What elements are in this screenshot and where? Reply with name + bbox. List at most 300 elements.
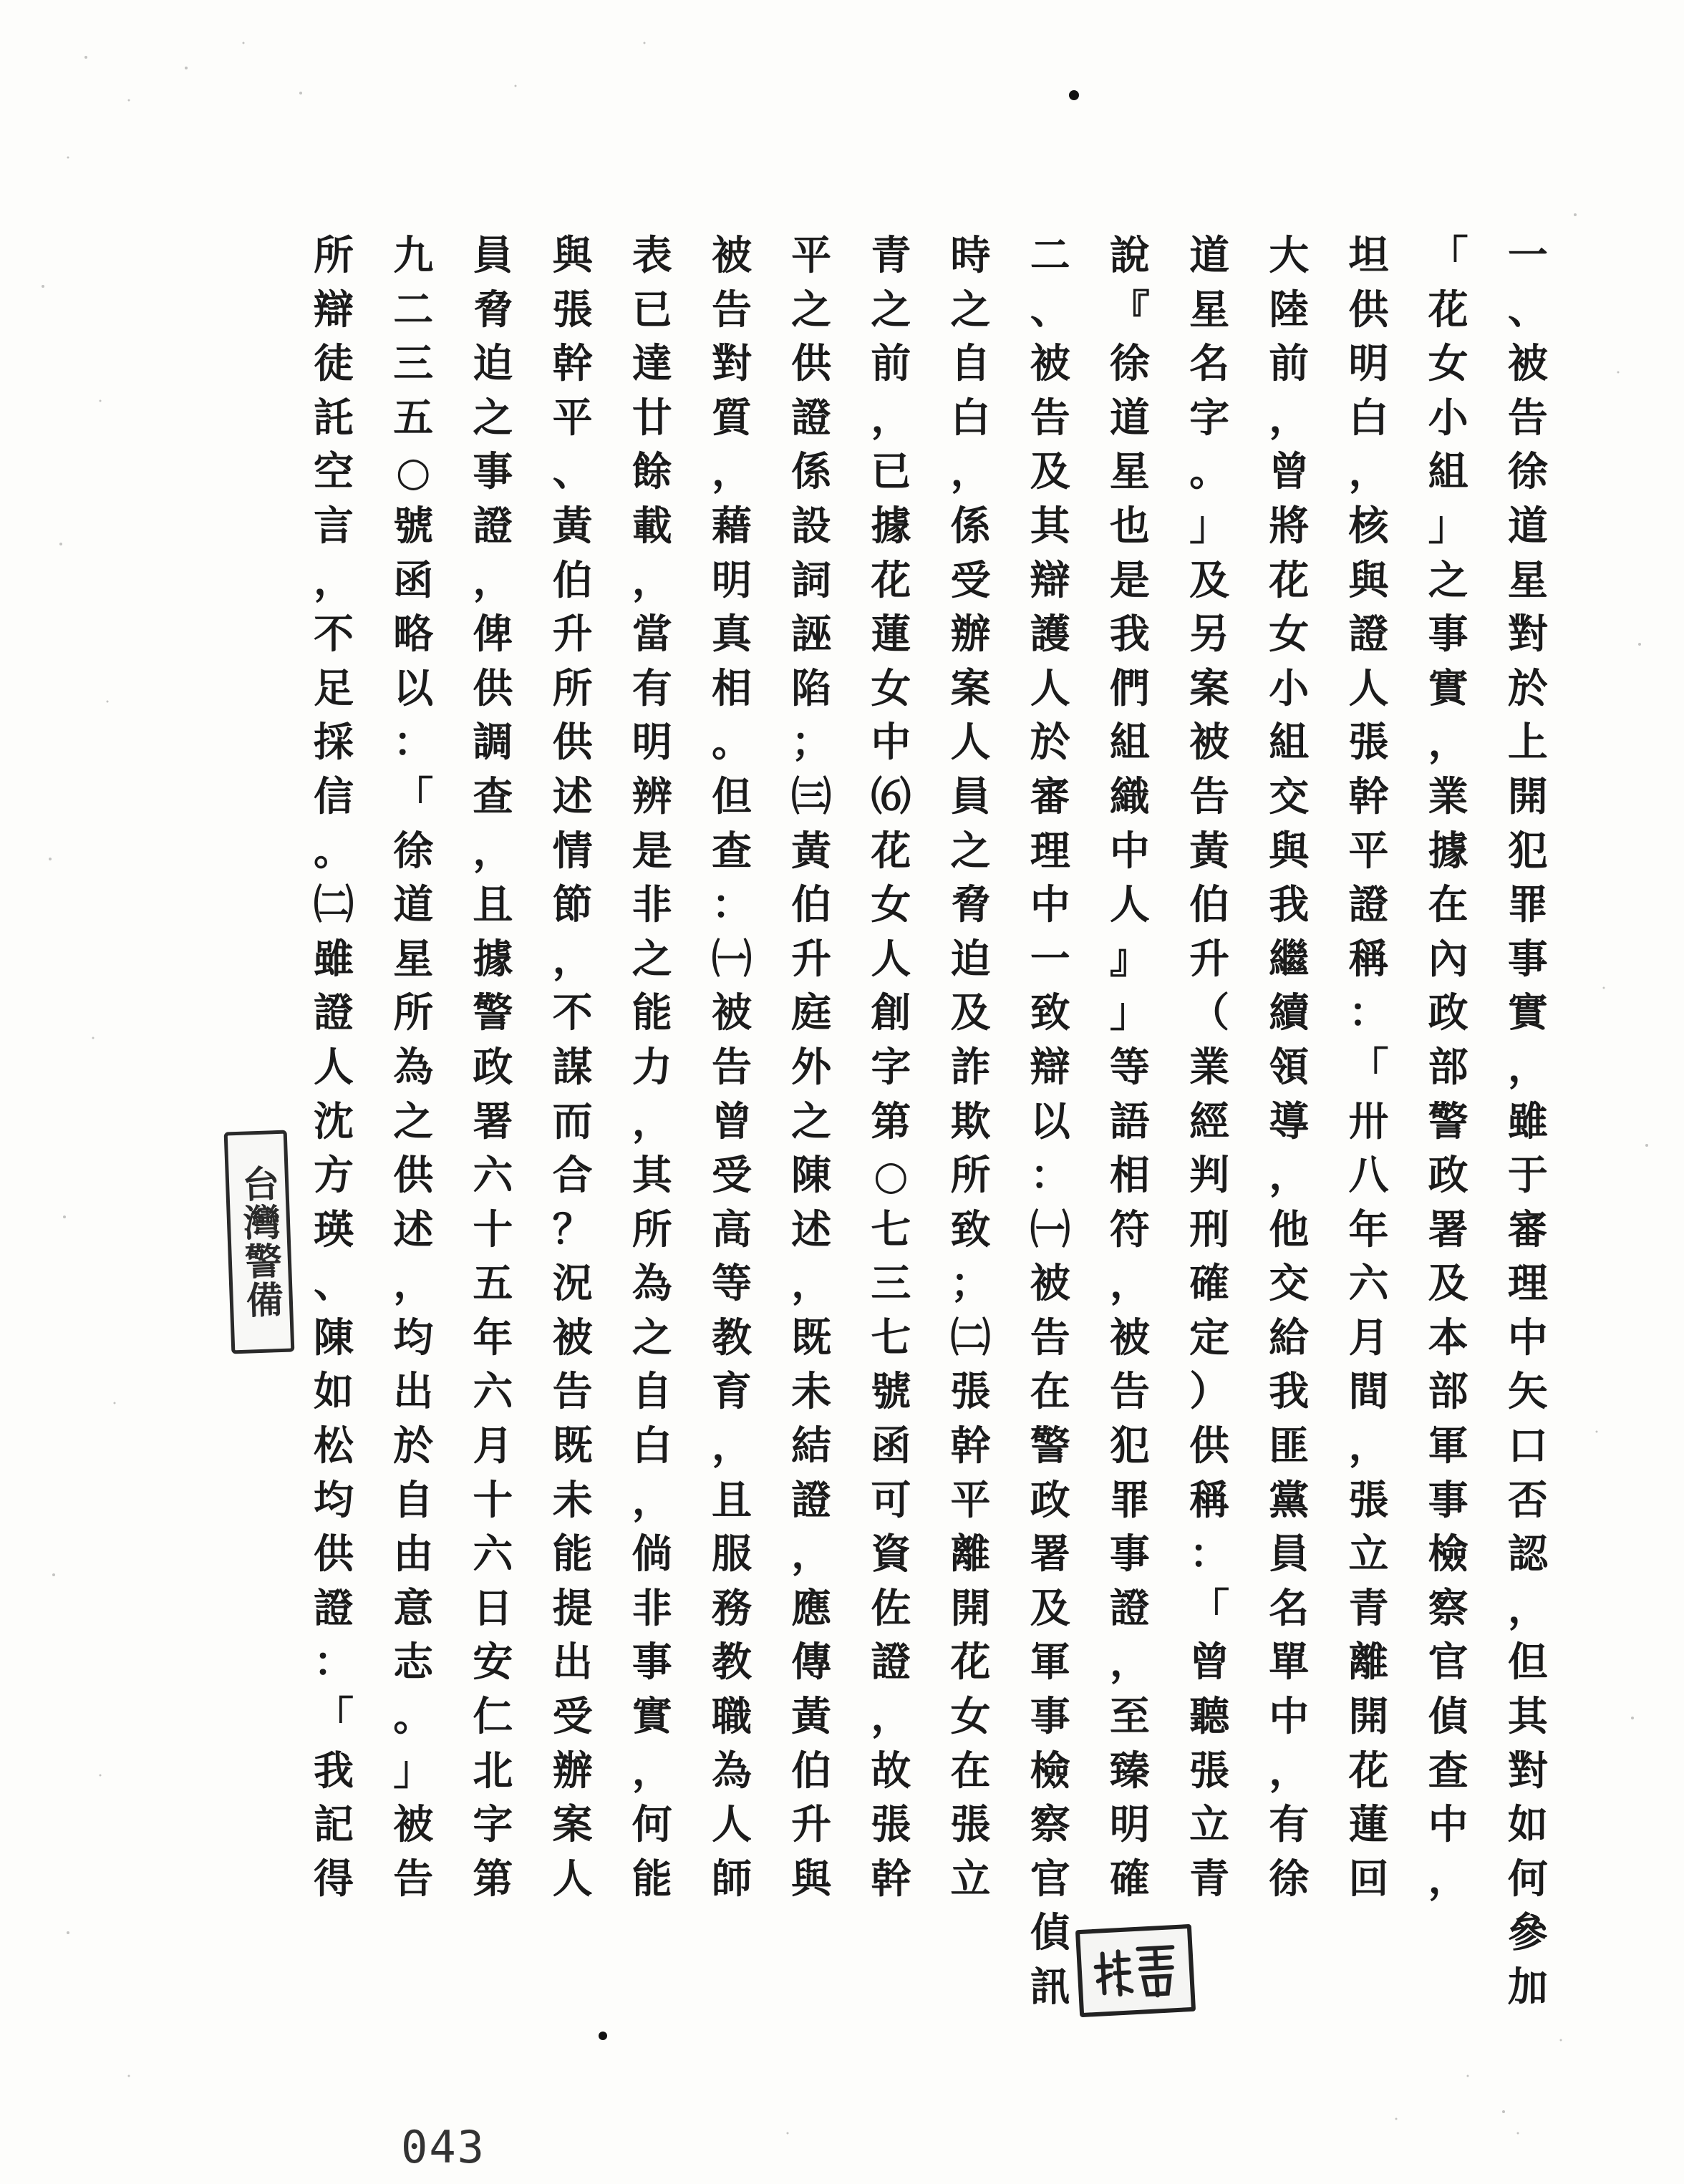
text-char: 卅 — [1348, 1097, 1389, 1145]
text-char: 之 — [871, 286, 911, 334]
text-char: 足 — [314, 664, 354, 712]
text-char: ， — [871, 1693, 911, 1741]
text-column — [380, 229, 446, 1961]
text-char: 張 — [950, 1368, 991, 1416]
text-char: ， — [632, 1747, 672, 1795]
text-char: 。 — [314, 827, 354, 875]
text-char: 黃 — [791, 827, 832, 875]
text-char: 十 — [473, 1205, 513, 1253]
text-char: 供 — [552, 719, 593, 767]
text-char: 女 — [1269, 611, 1310, 659]
vertical-text-body — [301, 229, 1561, 2011]
text-char: 辯 — [1030, 556, 1070, 604]
text-char: 及 — [1030, 448, 1070, 496]
text-char: 至 — [1109, 1693, 1150, 1741]
text-column — [1495, 229, 1561, 2011]
text-char: 庭 — [791, 989, 832, 1037]
text-char: 欺 — [950, 1097, 991, 1145]
text-char: 單 — [1269, 1639, 1310, 1686]
text-char: 採 — [314, 719, 354, 767]
text-char: ㈡ — [950, 1314, 991, 1362]
text-char: 加 — [1507, 1964, 1548, 2011]
text-char: 花 — [871, 556, 911, 604]
text-char: 一 — [1030, 935, 1070, 983]
text-char: 如 — [1507, 1801, 1548, 1849]
text-char: 之 — [632, 1314, 672, 1362]
text-char: 名 — [1269, 1584, 1310, 1632]
text-char: 及 — [950, 989, 991, 1037]
text-column — [540, 229, 606, 1961]
text-char: 證 — [314, 1584, 354, 1632]
text-char: 「 — [1428, 232, 1468, 279]
text-char: 合 — [552, 1152, 593, 1200]
text-char: 組 — [1269, 719, 1310, 767]
text-char: 第 — [871, 1097, 911, 1145]
text-char: 以 — [1030, 1097, 1070, 1145]
text-char: 告 — [552, 1368, 593, 1416]
text-char: 檢 — [1030, 1747, 1070, 1795]
text-char: 言 — [314, 502, 354, 550]
text-char: 有 — [632, 664, 672, 712]
text-char: 部 — [1428, 1368, 1468, 1416]
text-char: ， — [473, 556, 513, 604]
text-char: 稱 — [1189, 1476, 1230, 1524]
text-char: 供 — [1348, 286, 1389, 334]
text-char: 字 — [871, 1043, 911, 1091]
text-char: ， — [1269, 394, 1310, 442]
text-char: 女 — [1428, 340, 1468, 388]
text-char: 人 — [314, 1043, 354, 1091]
text-char: 織 — [1109, 772, 1150, 820]
text-char: 非 — [632, 1584, 672, 1632]
text-char: 實 — [1428, 664, 1468, 712]
text-char: 況 — [552, 1260, 593, 1308]
text-char: 偵 — [1428, 1693, 1468, 1741]
text-char: 護 — [1030, 611, 1070, 659]
text-char: ： — [1189, 1530, 1230, 1578]
text-char: 陳 — [791, 1152, 832, 1200]
text-char: 青 — [1348, 1584, 1389, 1632]
text-char: 察 — [1428, 1584, 1468, 1632]
text-char: 外 — [791, 1043, 832, 1091]
text-char: 告 — [1189, 772, 1230, 820]
text-char: 『 — [1109, 286, 1150, 334]
text-char: 道 — [1189, 232, 1230, 279]
text-char: 證 — [473, 502, 513, 550]
text-char: 但 — [711, 772, 752, 820]
text-char: 本 — [1428, 1314, 1468, 1362]
text-char: 脅 — [473, 286, 513, 334]
text-char: 員 — [473, 232, 513, 279]
text-char: 脅 — [950, 881, 991, 929]
text-char: 之 — [393, 1097, 434, 1145]
text-char: 陸 — [1269, 286, 1310, 334]
text-column — [619, 229, 685, 1961]
text-char: 已 — [871, 448, 911, 496]
text-char: 平 — [950, 1476, 991, 1524]
text-char: 星 — [393, 935, 434, 983]
text-char: 能 — [632, 989, 672, 1037]
text-char: 詞 — [791, 556, 832, 604]
text-char: 花 — [1428, 286, 1468, 334]
text-char: 、 — [1507, 286, 1548, 334]
text-char: 等 — [711, 1260, 752, 1308]
text-char: 名 — [1189, 340, 1230, 388]
text-char: 調 — [473, 719, 513, 767]
seal-mark-image — [1088, 1936, 1184, 2006]
text-char: 被 — [1030, 340, 1070, 388]
text-char: 之 — [1428, 556, 1468, 604]
text-char: 佐 — [871, 1584, 911, 1632]
text-char: 所 — [314, 232, 354, 279]
text-char: 且 — [473, 881, 513, 929]
text-char: ： — [1030, 1152, 1070, 1200]
text-char: 函 — [871, 1422, 911, 1470]
text-char: 我 — [1269, 881, 1310, 929]
text-char: 我 — [314, 1747, 354, 1795]
text-char: 之 — [950, 286, 991, 334]
text-char: ， — [393, 1260, 434, 1308]
text-char: 事 — [1428, 611, 1468, 659]
text-char: 第 — [473, 1855, 513, 1903]
text-char: 升 — [791, 1801, 832, 1849]
text-char: 被 — [1189, 719, 1230, 767]
text-char: 升 — [791, 935, 832, 983]
text-char: 理 — [1507, 1260, 1548, 1308]
text-char: 平 — [791, 232, 832, 279]
text-char: 得 — [314, 1855, 354, 1903]
text-char: 中 — [1507, 1314, 1548, 1362]
text-char: 當 — [632, 611, 672, 659]
text-column — [1176, 229, 1242, 1961]
text-char: 警 — [473, 989, 513, 1037]
text-char: 案 — [950, 664, 991, 712]
text-char: 檢 — [1428, 1530, 1468, 1578]
text-char: ， — [1428, 719, 1468, 767]
text-char: 告 — [1507, 394, 1548, 442]
text-char: 真 — [711, 611, 752, 659]
text-char: 他 — [1269, 1205, 1310, 1253]
text-column — [699, 229, 765, 1961]
text-char: ； — [950, 1260, 991, 1308]
text-char: 經 — [1189, 1097, 1230, 1145]
text-char: 」 — [393, 1747, 434, 1795]
text-char: 三 — [871, 1260, 911, 1308]
text-char: ○ — [395, 448, 431, 496]
text-char: 道 — [1109, 394, 1150, 442]
text-char: 、 — [552, 448, 593, 496]
text-char: 實 — [632, 1693, 672, 1741]
text-char: 與 — [1269, 827, 1310, 875]
text-char: 事 — [1030, 1693, 1070, 1741]
text-char: 供 — [473, 664, 513, 712]
text-char: 育 — [711, 1368, 752, 1416]
text-char: 對 — [1507, 611, 1548, 659]
text-char: 證 — [1109, 1584, 1150, 1632]
text-char: 創 — [871, 989, 911, 1037]
text-char: 證 — [871, 1639, 911, 1686]
text-char: 不 — [552, 989, 593, 1037]
text-char: 白 — [950, 394, 991, 442]
text-char: 「 — [1189, 1584, 1230, 1632]
text-char: 偵 — [1030, 1909, 1070, 1957]
text-char: 七 — [871, 1314, 911, 1362]
text-char: 教 — [711, 1314, 752, 1362]
text-char: 說 — [1109, 232, 1150, 279]
text-char: 五 — [393, 394, 434, 442]
text-char: 教 — [711, 1639, 752, 1686]
text-char: （ — [1189, 989, 1230, 1037]
text-char: ： — [1348, 989, 1389, 1037]
text-char: ， — [552, 935, 593, 983]
text-char: 伯 — [552, 556, 593, 604]
text-char: 與 — [1348, 556, 1389, 604]
text-char: 所 — [552, 664, 593, 712]
text-char: 月 — [473, 1422, 513, 1470]
text-char: 載 — [632, 502, 672, 550]
text-char: 被 — [1030, 1260, 1070, 1308]
text-char: 何 — [632, 1801, 672, 1849]
text-char: 理 — [1030, 827, 1070, 875]
text-char: 自 — [632, 1368, 672, 1416]
text-char: 餘 — [632, 448, 672, 496]
text-char: 導 — [1269, 1097, 1310, 1145]
text-char: 』 — [1109, 935, 1150, 983]
text-char: 張 — [1348, 719, 1389, 767]
text-char: 非 — [632, 881, 672, 929]
text-char: 出 — [552, 1639, 593, 1686]
text-char: 小 — [1269, 664, 1310, 712]
text-char: 道 — [393, 881, 434, 929]
text-char: 曾 — [1189, 1639, 1230, 1686]
text-char: 沈 — [314, 1097, 354, 1145]
text-column — [858, 229, 924, 1961]
text-char: 高 — [711, 1205, 752, 1253]
text-char: 應 — [791, 1584, 832, 1632]
text-char: 稱 — [1348, 935, 1389, 983]
text-char: ？ — [552, 1205, 593, 1253]
text-char: 空 — [314, 448, 354, 496]
text-char: ： — [711, 881, 752, 929]
text-char: 于 — [1507, 1152, 1548, 1200]
text-char: ： — [314, 1639, 354, 1686]
text-char: 事 — [1428, 1476, 1468, 1524]
text-char: 官 — [1428, 1639, 1468, 1686]
text-char: 認 — [1507, 1530, 1548, 1578]
text-char: 自 — [393, 1476, 434, 1524]
text-char: 字 — [1189, 394, 1230, 442]
text-char: 中 — [1030, 881, 1070, 929]
text-char: 誣 — [791, 611, 832, 659]
text-char: 辨 — [632, 772, 672, 820]
text-char: 號 — [871, 1368, 911, 1416]
text-char: 徒 — [314, 340, 354, 388]
text-char: 」 — [1109, 989, 1150, 1037]
text-char: 職 — [711, 1693, 752, 1741]
text-char: 徐 — [1109, 340, 1150, 388]
text-char: 女 — [871, 881, 911, 929]
text-char: ： — [393, 719, 434, 767]
text-char: 也 — [1109, 502, 1150, 550]
text-char: 何 — [1507, 1855, 1548, 1903]
text-char: 部 — [1428, 1043, 1468, 1091]
text-char: 花 — [950, 1639, 991, 1686]
text-char: 等 — [1109, 1043, 1150, 1091]
text-char: 所 — [393, 989, 434, 1037]
text-char: 離 — [950, 1530, 991, 1578]
text-char: ， — [871, 394, 911, 442]
text-char: 警 — [1030, 1422, 1070, 1470]
text-char: 幹 — [950, 1422, 991, 1470]
text-char: 幹 — [871, 1855, 911, 1903]
text-char: ○ — [873, 1152, 909, 1200]
text-char: 星 — [1507, 556, 1548, 604]
text-char: 二 — [393, 286, 434, 334]
text-char: 告 — [1030, 394, 1070, 442]
text-char: 明 — [1348, 340, 1389, 388]
text-char: 託 — [314, 394, 354, 442]
text-char: ㈢ — [791, 772, 832, 820]
text-char: 」 — [1428, 502, 1468, 550]
text-char: 案 — [1189, 664, 1230, 712]
text-char: 以 — [393, 664, 434, 712]
text-char: 月 — [1348, 1314, 1389, 1362]
text-char: 事 — [1507, 935, 1548, 983]
text-char: 人 — [711, 1801, 752, 1849]
text-char: 業 — [1428, 772, 1468, 820]
text-char: 組 — [1109, 719, 1150, 767]
text-char: 三 — [393, 340, 434, 388]
text-char: 人 — [1030, 664, 1070, 712]
text-char: 雖 — [314, 935, 354, 983]
text-column — [1416, 229, 1481, 1961]
text-char: 十 — [473, 1476, 513, 1524]
text-char: 青 — [871, 232, 911, 279]
text-char: 我 — [1109, 611, 1150, 659]
text-char: 署 — [473, 1097, 513, 1145]
text-char: 松 — [314, 1422, 354, 1470]
text-char: 陳 — [314, 1314, 354, 1362]
text-char: 張 — [1348, 1476, 1389, 1524]
text-char: 徐 — [393, 827, 434, 875]
text-char: 藉 — [711, 502, 752, 550]
text-char: 供 — [393, 1152, 434, 1200]
text-char: 張 — [871, 1801, 911, 1849]
text-char: 另 — [1189, 611, 1230, 659]
text-char: 廿 — [632, 394, 672, 442]
text-char: 被 — [711, 232, 752, 279]
text-char: 我 — [1269, 1368, 1310, 1416]
text-char: ； — [791, 719, 832, 767]
text-char: ， — [791, 1530, 832, 1578]
text-char: 被 — [1109, 1314, 1150, 1362]
text-char: 政 — [1030, 1476, 1070, 1524]
text-char: 徐 — [1269, 1855, 1310, 1903]
text-char: 判 — [1189, 1152, 1230, 1200]
seal-stamp — [1075, 1924, 1196, 2017]
text-char: 係 — [950, 502, 991, 550]
text-char: 據 — [473, 935, 513, 983]
text-char: 被 — [1507, 340, 1548, 388]
text-char: 青 — [1189, 1855, 1230, 1903]
text-char: 開 — [1348, 1693, 1389, 1741]
text-char: 黨 — [1269, 1476, 1310, 1524]
text-column — [778, 229, 844, 1961]
text-char: 與 — [552, 232, 593, 279]
text-char: 犯 — [1507, 827, 1548, 875]
text-char: 伯 — [791, 881, 832, 929]
text-char: 事 — [1109, 1530, 1150, 1578]
text-char: 被 — [393, 1801, 434, 1849]
text-char: 六 — [473, 1368, 513, 1416]
text-char: 花 — [1348, 1747, 1389, 1795]
text-column — [938, 229, 1004, 1961]
text-char: 黃 — [791, 1693, 832, 1741]
text-char: 罪 — [1109, 1476, 1150, 1524]
text-char: 由 — [393, 1530, 434, 1578]
text-char: 前 — [1269, 340, 1310, 388]
text-char: ， — [1269, 1747, 1310, 1795]
text-char: 之 — [791, 286, 832, 334]
text-char: ， — [1428, 1855, 1468, 1903]
text-char: 曾 — [1269, 448, 1310, 496]
text-char: 辯 — [314, 286, 354, 334]
text-char: 詐 — [950, 1043, 991, 1091]
text-char: 有 — [1269, 1801, 1310, 1849]
text-char: ， — [791, 1260, 832, 1308]
text-char: 號 — [393, 502, 434, 550]
text-column — [460, 229, 526, 1961]
text-char: 花 — [871, 827, 911, 875]
text-char: 組 — [1428, 448, 1468, 496]
text-char: 證 — [1348, 881, 1389, 929]
text-column — [1097, 229, 1163, 1961]
text-char: 安 — [473, 1639, 513, 1686]
text-char: 中 — [1428, 1801, 1468, 1849]
text-column — [1017, 229, 1083, 2011]
text-char: 花 — [1269, 556, 1310, 604]
text-char: 平 — [552, 394, 593, 442]
text-char: 如 — [314, 1368, 354, 1416]
text-char: 查 — [473, 772, 513, 820]
text-char: 升 — [552, 611, 593, 659]
text-char: 、 — [1030, 286, 1070, 334]
text-char: 傳 — [791, 1639, 832, 1686]
text-char: 之 — [473, 394, 513, 442]
text-char: 供 — [791, 340, 832, 388]
text-char: 人 — [871, 935, 911, 983]
text-char: 記 — [314, 1801, 354, 1849]
text-char: 升 — [1189, 935, 1230, 983]
text-char: 據 — [1428, 827, 1468, 875]
text-char: 不 — [314, 611, 354, 659]
text-char: ， — [473, 827, 513, 875]
text-char: 否 — [1507, 1476, 1548, 1524]
text-char: 出 — [393, 1368, 434, 1416]
text-char: 定 — [1189, 1314, 1230, 1362]
text-char: 開 — [950, 1584, 991, 1632]
ink-spot — [1069, 90, 1079, 100]
text-char: 故 — [871, 1747, 911, 1795]
text-char: 供 — [314, 1530, 354, 1578]
text-char: 與 — [791, 1855, 832, 1903]
text-char: 八 — [1348, 1152, 1389, 1200]
text-char: 辦 — [950, 611, 991, 659]
text-char: 事 — [473, 448, 513, 496]
text-char: 政 — [1428, 1152, 1468, 1200]
text-char: 員 — [1269, 1530, 1310, 1578]
text-char: 意 — [393, 1584, 434, 1632]
